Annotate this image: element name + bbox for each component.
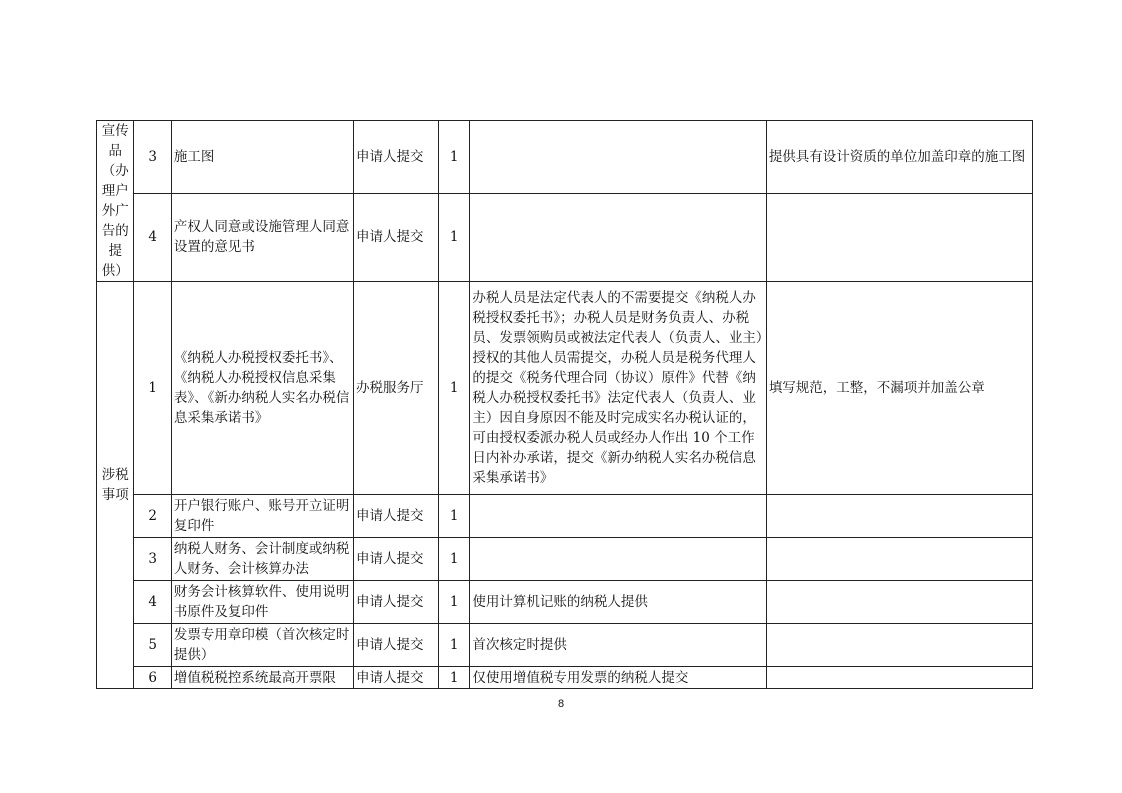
submit-method-cell: 申请人提交 (354, 624, 439, 667)
copies-count-cell: 1 (438, 538, 469, 581)
material-name-cell: 施工图 (171, 121, 353, 194)
material-name-cell: 财务会计核算软件、使用说明书原件及复印件 (171, 581, 353, 624)
note-cell (470, 193, 766, 281)
submit-method-cell: 申请人提交 (354, 538, 439, 581)
note-cell: 仅使用增值税专用发票的纳税人提交 (470, 667, 766, 689)
requirement-cell (766, 624, 1032, 667)
material-name-cell: 《纳税人办税授权委托书》、《纳税人办税授权信息采集表》、《新办纳税人实名办税信息采集承诺书》 (171, 282, 353, 495)
item-number-cell: 4 (134, 581, 171, 624)
note-cell: 使用计算机记账的纳税人提供 (470, 581, 766, 624)
copies-count-cell: 1 (438, 282, 469, 495)
item-number-cell: 1 (134, 282, 171, 495)
requirement-cell (766, 495, 1032, 538)
requirement-cell (766, 193, 1032, 281)
material-name-cell: 增值税税控系统最高开票限 (171, 667, 353, 689)
item-number-cell: 6 (134, 667, 171, 689)
copies-count-cell: 1 (438, 667, 469, 689)
copies-count-cell: 1 (438, 581, 469, 624)
table-row (97, 282, 1033, 495)
requirement-cell (766, 667, 1032, 689)
note-cell (470, 495, 766, 538)
submit-method-cell: 申请人提交 (354, 495, 439, 538)
submit-method-cell: 申请人提交 (354, 667, 439, 689)
item-number-cell: 2 (134, 495, 171, 538)
note-cell: 首次核定时提供 (470, 624, 766, 667)
requirement-cell: 提供具有设计资质的单位加盖印章的施工图 (766, 121, 1032, 194)
item-number-cell: 4 (134, 193, 171, 281)
category-cell: 涉税事项 (97, 282, 134, 689)
table-row (97, 667, 1033, 689)
page-number: 8 (557, 698, 565, 710)
table-row (97, 624, 1033, 667)
category-cell: 宣传品（办理户外广告的提供） (97, 121, 134, 282)
note-cell (470, 121, 766, 194)
table-row (97, 495, 1033, 538)
material-name-cell: 开户银行账户、账号开立证明复印件 (171, 495, 353, 538)
submit-method-cell: 申请人提交 (354, 193, 439, 281)
submit-method-cell: 办税服务厅 (354, 282, 439, 495)
submit-method-cell: 申请人提交 (354, 581, 439, 624)
item-number-cell: 3 (134, 121, 171, 194)
item-number-cell: 5 (134, 624, 171, 667)
copies-count-cell: 1 (438, 121, 469, 194)
note-cell: 办税人员是法定代表人的不需要提交《纳税人办税授权委托书》；办税人员是财务负责人、办税员、发票领购员或被法定代表人（负责人、业主）授权的其他人员需提交，办税人员是税务代理人的提交《税务代理合同（协议）原件》代替《纳税人办税授权委托书》法定代表人（负责人、业主）因自身原因不能及时完成实名办税认证的，可由授权委派办税人员或经办人作出 10 个工作日内补办承诺，提交《新办纳税人实名办税信息采集承诺书》 (470, 282, 766, 495)
copies-count-cell: 1 (438, 193, 469, 281)
requirement-cell (766, 538, 1032, 581)
item-number-cell: 3 (134, 538, 171, 581)
table-row (97, 538, 1033, 581)
copies-count-cell: 1 (438, 624, 469, 667)
requirement-cell: 填写规范，工整，不漏项并加盖公章 (766, 282, 1032, 495)
table-row (97, 193, 1033, 281)
material-name-cell: 产权人同意或设施管理人同意设置的意见书 (171, 193, 353, 281)
material-name-cell: 纳税人财务、会计制度或纳税人财务、会计核算办法 (171, 538, 353, 581)
material-name-cell: 发票专用章印模（首次核定时提供） (171, 624, 353, 667)
submit-method-cell: 申请人提交 (354, 121, 439, 194)
table-row (97, 581, 1033, 624)
table-row (97, 121, 1033, 194)
copies-count-cell: 1 (438, 495, 469, 538)
materials-table (96, 120, 1033, 689)
requirement-cell (766, 581, 1032, 624)
note-cell (470, 538, 766, 581)
